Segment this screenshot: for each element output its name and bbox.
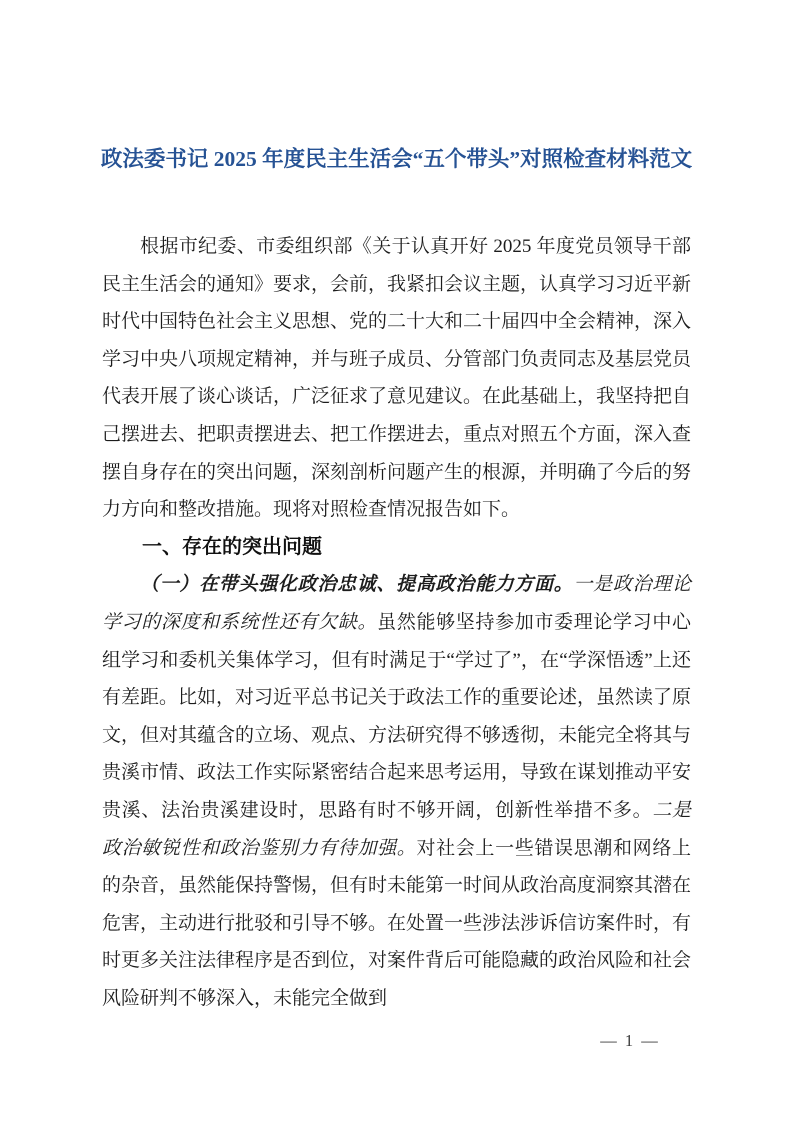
point1-body: 虽然能够坚持参加市委理论学习中心组学习和委机关集体学习，但有时满足于“学过了”，在“学深悟透”上还有差距。比如，对习近平总书记关于政法工作的重要论述，虽然读了原文，但对其蕴含的立场、观点、方法研究得不够透彻，未能完全将其与贵溪市情、政法工作实际紧密结合起来思考运用，导致在谋划推动平安贵溪、法治贵溪建设时，思路有时不够开阔，创新性举措不多。	[102, 611, 692, 821]
subsection-paragraph	[102, 566, 691, 1017]
document-title: 政法委书记 2025 年度民主生活会“五个带头”对照检查材料范文	[100, 147, 693, 171]
section-heading: 一、存在的突出问题	[142, 535, 322, 558]
point2-body: 对社会上一些错误思潮和网络上的杂音，虽然能保持警惕，但有时未能第一时间从政治高度洞察其潜在危害，主动进行批驳和引导不够。在处置一些涉法涉诉信访案件时，有时更多关注法律程序是否到位，对案件背后可能隐藏的政治风险和社会风险研判不够深入，未能完全做到	[102, 837, 692, 1009]
document-body	[102, 228, 691, 1017]
point1-title: 一是政治理论学习的深度和系统性还有欠缺。	[102, 574, 691, 633]
point2-title: 二是政治敏锐性和政治鉴别力有待加强。	[102, 799, 691, 859]
intro-paragraph: 根据市纪委、市委组织部《关于认真开好 2025 年度党员领导干部民主生活会的通知》要求，会前，我紧扣会议主题，认真学习习近平新时代中国特色社会主义思想、党的二十大和二十届四中全会精神，深入学习中央八项规定精神，并与班子成员、分管部门负责同志及基层党员代表开展了谈心谈话，广泛征求了意见建议。在此基础上，我坚持把自己摆进去、把职责摆进去、把工作摆进去，重点对照五个方面，深入查摆自身存在的突出问题，深刻剖析问题产生的根源，并明确了今后的努力方向和整改措施。现将对照检查情况报告如下。	[102, 236, 692, 521]
page-number: — 1 —	[600, 1031, 660, 1050]
subsection-leadin: （一）在带头强化政治忠诚、提高政治能力方面。	[140, 574, 574, 596]
